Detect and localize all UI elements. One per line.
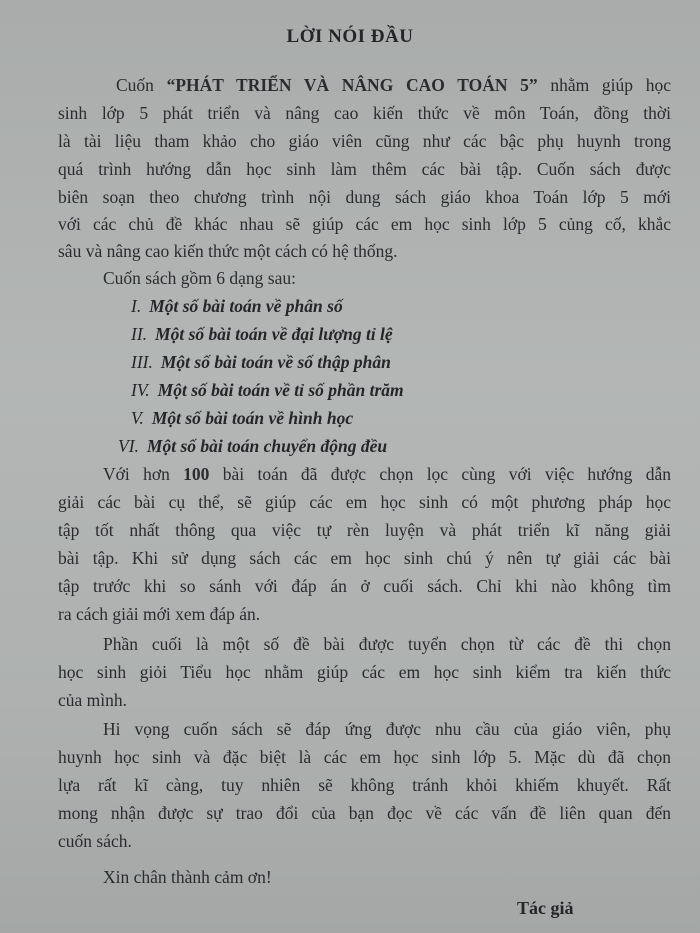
list-item — [118, 436, 387, 457]
list-item — [131, 324, 393, 345]
list-intro: Cuốn sách gồm 6 dạng sau: — [103, 268, 296, 288]
list-item-text: Một số bài toán về hình học — [151, 408, 354, 428]
para2-line: tập trước khi so sánh với đáp án ở cuối sách. Chỉ khi nào không tìm — [58, 576, 671, 596]
list-item-number: IV. — [131, 380, 150, 400]
para2-line: ra cách giải mới xem đáp án. — [58, 604, 261, 624]
para4-line: Hi vọng cuốn sách sẽ đáp ứng được nhu cầu của giáo viên, phụ — [103, 719, 671, 739]
list-item-text: Một số bài toán về phân số — [149, 296, 343, 316]
intro-rest: nhằm giúp học — [537, 75, 671, 95]
list-item-number: VI. — [118, 436, 139, 456]
para2-line: bài tập. Khi sử dụng sách các em học sinh chú ý nên tự giải các bài — [58, 548, 671, 568]
para4-line: mong nhận được sự trao đổi của bạn đọc về các vấn đề liên quan đến — [58, 803, 671, 823]
book-title: “PHÁT TRIỂN VÀ NÂNG CAO TOÁN 5” — [166, 75, 538, 95]
intro-lead: Cuốn — [116, 75, 167, 95]
list-item — [131, 352, 391, 373]
para4-line: cuốn sách. — [58, 831, 132, 851]
intro-line: là tài liệu tham khảo cho giáo viên cũng như các bậc phụ huynh trong — [58, 131, 671, 151]
problem-count: 100 — [183, 464, 210, 484]
list-item-number: I. — [131, 296, 142, 316]
list-item — [131, 296, 343, 317]
para3-line: của mình. — [58, 690, 128, 710]
list-item — [131, 408, 353, 429]
intro-line: với các chủ đề khác nhau sẽ giúp các em học sinh lớp 5 củng cố, khắc — [58, 214, 671, 234]
intro-first-line — [116, 75, 671, 96]
intro-line: biên soạn theo chương trình nội dung sách giáo khoa Toán lớp 5 mới — [58, 187, 671, 207]
para4-line: lựa rất kĩ càng, tuy nhiên sẽ không tránh khỏi khiếm khuyết. Rất — [58, 775, 671, 795]
para2-line: tập tốt nhất thông qua việc tự rèn luyện và phát triển kĩ năng giải — [58, 520, 671, 540]
list-item-text: Một số bài toán về tỉ số phần trăm — [157, 380, 404, 400]
list-item-number: III. — [131, 352, 153, 372]
para3-line: học sinh giỏi Tiểu học nhằm giúp các em học sinh kiểm tra kiến thức — [58, 662, 671, 682]
closing-line: Xin chân thành cảm ơn! — [103, 867, 272, 887]
list-item-text: Một số bài toán chuyển động đều — [146, 436, 388, 456]
list-item-number: V. — [131, 408, 144, 428]
para2-lead: Với hơn — [103, 464, 184, 484]
list-item-number: II. — [131, 324, 148, 344]
author-signature: Tác giả — [517, 898, 574, 918]
page-title: LỜI NÓI ĐẦU — [286, 26, 414, 47]
list-item — [131, 380, 404, 401]
para4-line: huynh học sinh và đặc biệt là các em học sinh lớp 5. Mặc dù đã chọn — [58, 747, 671, 767]
para3-line: Phần cuối là một số đề bài được tuyển chọn từ các đề thi chọn — [103, 634, 671, 654]
para2-first-line — [103, 464, 671, 485]
intro-line: sâu và nâng cao kiến thức một cách có hệ thống. — [58, 241, 398, 261]
para2-line: giải các bài cụ thể, sẽ giúp các em học sinh có một phương pháp học — [58, 492, 671, 512]
list-item-text: Một số bài toán về số thập phân — [160, 352, 391, 372]
intro-line: sinh lớp 5 phát triển và nâng cao kiến thức về môn Toán, đồng thời — [58, 103, 671, 123]
para2-rest: bài toán đã được chọn lọc cùng với việc hướng dẫn — [209, 464, 671, 484]
intro-line: quá trình hướng dẫn học sinh làm thêm các bài tập. Cuốn sách được — [58, 159, 671, 179]
list-item-text: Một số bài toán về đại lượng tỉ lệ — [155, 324, 393, 344]
